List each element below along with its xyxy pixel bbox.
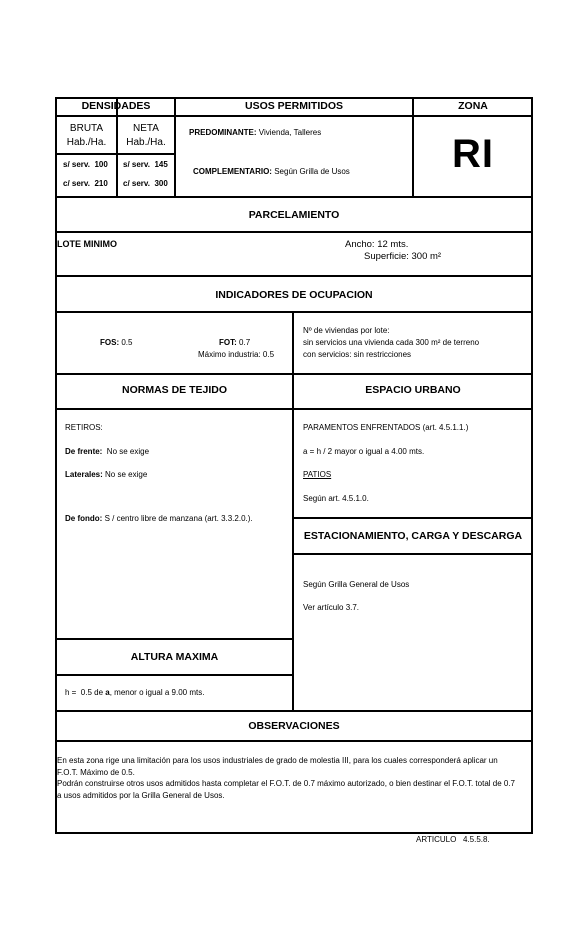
frente-label: De frente: — [65, 447, 103, 456]
neta-s-value: 145 — [154, 160, 168, 169]
rule — [292, 311, 294, 711]
rule — [55, 674, 293, 676]
rule — [55, 196, 533, 198]
rule — [174, 97, 176, 197]
neta-c-label: c/ serv. — [123, 179, 150, 188]
laterales-label: Laterales: — [65, 470, 103, 479]
bruta-s-value: 100 — [94, 160, 108, 169]
maximo-industria: Máximo industria: 0.5 — [198, 350, 275, 359]
neta-unit: Hab./Ha. — [126, 137, 166, 148]
bruta-c-serv — [63, 179, 108, 188]
observaciones-p1: En esta zona rige una limitación para los usos industriales de grado de molestia III, para los cuales corresponderá aplicar un F.O.T. Máximo de 0.5. — [57, 756, 498, 777]
densidades-header: DENSIDADES — [81, 100, 151, 112]
fondo-label: De fondo: — [65, 514, 103, 523]
neta-c-value: 300 — [154, 179, 168, 188]
laterales-line — [65, 470, 147, 479]
rule — [55, 275, 533, 277]
rule — [293, 553, 533, 555]
fos-line — [100, 338, 132, 347]
bruta-c-label: c/ serv. — [63, 179, 90, 188]
zona-header: ZONA — [458, 100, 488, 112]
observaciones-p2: Podrán construirse otros usos admitidos hasta completar el F.O.T. de 0.7 máximo autorizado, o bien destinar el F.O.T. total de 0.7 a usos admitidos por la Grilla General de Usos. — [57, 779, 516, 800]
altura-bold: a — [105, 688, 110, 697]
estacionamiento-header: ESTACIONAMIENTO, CARGA Y DESCARGA — [303, 530, 523, 542]
fot-line — [219, 338, 250, 347]
rule — [55, 638, 293, 640]
rule — [55, 153, 176, 155]
estacionamiento-line1: Según Grilla General de Usos — [303, 580, 410, 589]
rule — [293, 517, 533, 519]
viviendas-title: Nº de viviendas por lote: — [303, 326, 390, 335]
fondo-value: S / centro libre de manzana (art. 3.3.2.0.). — [104, 514, 253, 523]
fot-label: FOT: — [219, 338, 237, 347]
bruta-s-label: s/ serv. — [63, 160, 90, 169]
complementario-label: COMPLEMENTARIO: — [193, 167, 272, 176]
lote-superficie: Superficie: 300 m² — [364, 251, 442, 262]
viviendas-con: con servicios: sin restricciones — [303, 350, 412, 359]
bruta-title: BRUTA — [69, 123, 104, 134]
altura-header: ALTURA MAXIMA — [130, 651, 219, 663]
frente-line — [65, 447, 149, 456]
bruta-c-value: 210 — [94, 179, 108, 188]
neta-title: NETA — [133, 123, 159, 134]
formula-line: a = h / 2 mayor o igual a 4.00 mts. — [303, 447, 425, 456]
complementario-line — [193, 167, 350, 176]
fot-value: 0.7 — [239, 338, 251, 347]
rule — [55, 115, 533, 117]
predominante-value: Vivienda, Talleres — [258, 128, 322, 137]
altura-pre: h = 0.5 de — [65, 688, 106, 697]
rule — [55, 231, 533, 233]
altura-line — [65, 688, 204, 697]
rule — [55, 710, 533, 712]
lote-ancho: Ancho: 12 mts. — [345, 239, 409, 250]
fondo-line — [65, 514, 253, 523]
neta-c-serv — [123, 179, 168, 188]
predominante-line — [189, 128, 321, 137]
tejido-header: NORMAS DE TEJIDO — [121, 384, 227, 396]
rule — [55, 408, 533, 410]
predominante-label: PREDOMINANTE: — [189, 128, 257, 137]
fos-label: FOS: — [100, 338, 120, 347]
observaciones-header: OBSERVACIONES — [248, 720, 340, 732]
fos-value: 0.5 — [121, 338, 133, 347]
rule — [55, 740, 533, 742]
articulo-footer: ARTICULO 4.5.5.8. — [416, 835, 490, 844]
frente-value: No se exige — [106, 447, 150, 456]
espacio-header: ESPACIO URBANO — [365, 384, 461, 396]
rule — [55, 311, 533, 313]
zona-code: RI — [452, 132, 494, 176]
altura-post: , menor o igual a 9.00 mts. — [109, 688, 205, 697]
neta-s-serv — [123, 160, 168, 169]
retiros-label: RETIROS: — [65, 423, 103, 432]
patios-label: PATIOS — [303, 470, 332, 479]
ocupacion-header: INDICADORES DE OCUPACION — [215, 289, 373, 301]
lote-minimo-label: LOTE MINIMO — [57, 239, 117, 249]
complementario-value: Según Grilla de Usos — [274, 167, 350, 176]
bruta-unit: Hab./Ha. — [66, 137, 107, 148]
parcelamiento-header: PARCELAMIENTO — [248, 209, 340, 221]
usos-header: USOS PERMITIDOS — [244, 100, 343, 112]
estacionamiento-line2: Ver artículo 3.7. — [303, 603, 360, 612]
paramentos-line: PARAMENTOS ENFRENTADOS (art. 4.5.1.1.) — [303, 423, 469, 432]
bruta-s-serv — [63, 160, 108, 169]
laterales-value: No se exige — [105, 470, 148, 479]
viviendas-sin: sin servicios una vivienda cada 300 m² de terreno — [303, 338, 480, 347]
rule — [55, 373, 533, 375]
neta-s-label: s/ serv. — [123, 160, 150, 169]
patios-ref: Según art. 4.5.1.0. — [303, 494, 369, 503]
